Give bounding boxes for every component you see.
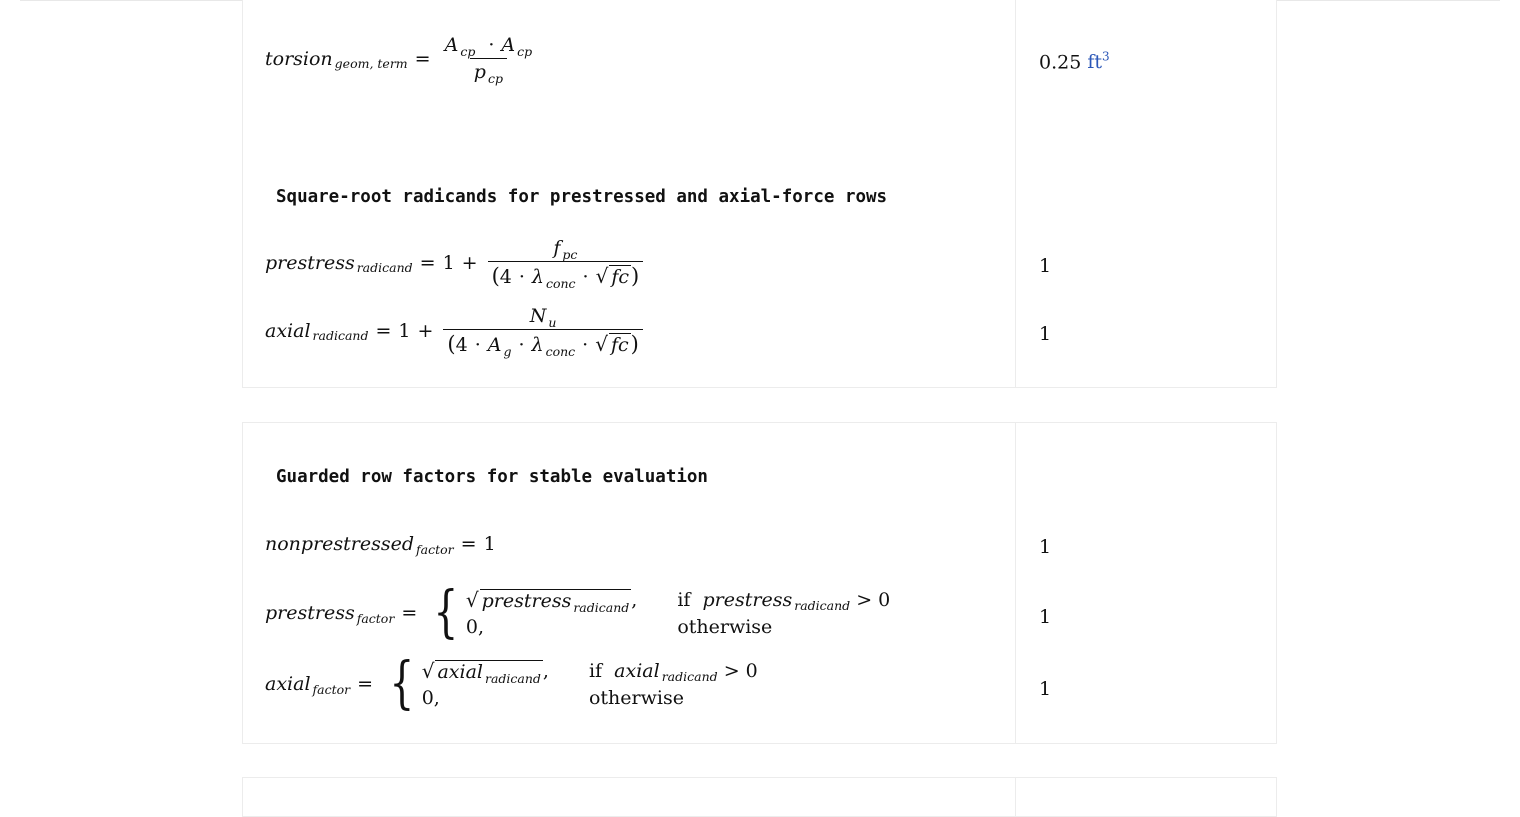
dot-operator: ·: [518, 334, 525, 356]
sub-cp: cp: [517, 44, 533, 59]
value-one: 1: [483, 533, 496, 555]
sqrt-content: [480, 589, 632, 615]
left-brace: {: [389, 651, 415, 716]
sub-radicand: radicand: [484, 671, 541, 686]
comma: ,: [542, 660, 549, 682]
dot-operator: ·: [474, 334, 481, 356]
close-paren: ): [631, 264, 640, 288]
dot-operator: ·: [518, 266, 525, 288]
cases-grid: [466, 588, 890, 638]
var-prestress: prestress: [265, 602, 355, 624]
case-1-value: [465, 588, 638, 615]
greater-than-zero: > 0: [723, 660, 758, 682]
var-prestress: prestress: [481, 590, 572, 612]
var-nonprestressed: nonprestressed: [265, 533, 415, 555]
dot-operator: ·: [488, 34, 495, 56]
equals-sign: =: [460, 533, 477, 555]
equals-sign: =: [414, 47, 431, 70]
if-word: if: [588, 660, 603, 682]
case-2-condition: otherwise: [588, 687, 684, 709]
sqrt-symbol: √: [595, 332, 608, 356]
dot-operator: ·: [582, 334, 589, 356]
var-lambda: λ: [531, 266, 544, 288]
fraction-denominator: [443, 329, 642, 359]
fraction-fpc: [488, 237, 644, 291]
var-axial: axial: [265, 673, 311, 695]
equals-sign: =: [375, 319, 392, 342]
one: 1: [398, 319, 411, 342]
sub-radicand: radicand: [312, 328, 369, 343]
sub-factor: factor: [356, 610, 395, 626]
fraction-nu: [443, 305, 642, 359]
cases-grid: [422, 659, 758, 709]
var-lambda: λ: [531, 334, 544, 356]
sqrt-content: [435, 660, 542, 686]
var-axial: axial: [265, 319, 311, 342]
sqrt-fc: [596, 264, 631, 288]
fraction-numerator: [441, 34, 537, 58]
var-n: N: [529, 305, 547, 327]
calc-card-torsion-radicands: [242, 0, 1277, 388]
var-prestress: prestress: [702, 589, 793, 611]
case-2-value: 0,: [465, 616, 485, 638]
fraction-numerator: [526, 305, 561, 329]
equation-torsion-geom-term: [265, 34, 539, 86]
sqrt-axial-radicand: [421, 659, 543, 686]
var-a: A: [501, 34, 516, 56]
var-p: p: [473, 61, 486, 83]
case-1-condition: [589, 659, 758, 683]
column-divider: [1015, 423, 1016, 743]
case-1-condition: [677, 588, 890, 612]
equals-sign: =: [401, 602, 418, 624]
column-divider: [1015, 778, 1016, 816]
var-f: f: [553, 237, 561, 259]
fraction-acp-over-pcp: [441, 34, 537, 86]
result-unit[interactable]: [1087, 51, 1109, 73]
equation-prestress-radicand: [265, 237, 646, 291]
equals-sign: =: [419, 251, 436, 274]
var-fc: fc: [610, 334, 629, 356]
unit-exponent: 3: [1102, 50, 1110, 64]
var-axial: axial: [614, 660, 660, 682]
sub-conc: conc: [545, 344, 576, 359]
sqrt-prestress-radicand: [465, 588, 631, 615]
sub-pc: pc: [562, 247, 578, 262]
plus-sign: +: [461, 251, 478, 274]
piecewise-cases: [424, 580, 891, 645]
dot-operator: ·: [582, 266, 589, 288]
fraction-numerator: [549, 237, 581, 261]
result-torsion-geom-term: [1039, 50, 1110, 73]
equation-nonprestressed-factor: [265, 533, 496, 555]
left-brace: {: [433, 580, 459, 645]
sub-radicand: radicand: [661, 668, 718, 684]
plus-sign: +: [417, 319, 434, 342]
sub-cp: cp: [487, 71, 503, 86]
result-prestress-radicand: 1: [1039, 255, 1052, 277]
var-torsion: torsion: [265, 47, 333, 70]
fraction-denominator: [488, 261, 644, 291]
sub-factor: factor: [312, 681, 351, 697]
var-fc: fc: [611, 266, 630, 288]
unit-ft: ft: [1087, 51, 1103, 74]
open-paren: (: [447, 332, 456, 356]
calc-card-next: [242, 777, 1277, 817]
equation-prestress-factor: [265, 580, 891, 645]
equals-sign: =: [357, 673, 374, 695]
sqrt-fc: [595, 332, 630, 356]
result-axial-radicand: 1: [1039, 323, 1052, 345]
case-1-value: [421, 659, 549, 686]
open-paren: (: [491, 264, 500, 288]
case-2-condition: otherwise: [677, 616, 773, 638]
sub-conc: conc: [545, 276, 576, 291]
sqrt-symbol: √: [595, 264, 609, 288]
piecewise-cases: [380, 651, 758, 716]
section-heading-radicands: Square-root radicands for prestressed and axial-force rows: [276, 187, 888, 207]
sub-radicand: radicand: [356, 260, 413, 275]
var-a: A: [487, 334, 502, 356]
fraction-denominator: [470, 58, 507, 86]
comma: ,: [631, 589, 638, 611]
calc-card-guarded-factors: [242, 422, 1277, 744]
sub-radicand: radicand: [573, 600, 630, 615]
var-a: A: [444, 34, 459, 56]
var-axial: axial: [437, 661, 483, 683]
if-word: if: [677, 589, 691, 611]
equation-axial-radicand: [265, 305, 646, 359]
sub-radicand: radicand: [794, 597, 851, 613]
sub-u: u: [548, 315, 557, 330]
case-2-value: 0,: [421, 687, 440, 709]
sqrt-symbol: √: [421, 659, 435, 683]
equation-axial-factor: [265, 651, 758, 716]
result-axial-factor: 1: [1039, 678, 1052, 700]
sqrt-symbol: √: [465, 588, 479, 612]
sub-g: g: [503, 344, 512, 359]
var-prestress: prestress: [265, 251, 355, 274]
section-heading-guarded-factors: Guarded row factors for stable evaluation: [276, 467, 708, 487]
column-divider: [1015, 0, 1016, 387]
one: 1: [442, 251, 455, 274]
greater-than-zero: > 0: [856, 589, 891, 611]
sub-cp: cp: [460, 44, 476, 59]
result-value: 0.25: [1039, 51, 1082, 74]
sub-geom-term: geom, term: [334, 56, 408, 71]
sub-factor: factor: [416, 541, 454, 557]
result-nonprestressed-factor: 1: [1039, 536, 1052, 558]
close-paren: ): [630, 332, 639, 356]
four: 4: [499, 266, 512, 288]
result-prestress-factor: 1: [1039, 606, 1052, 628]
four: 4: [455, 334, 468, 356]
